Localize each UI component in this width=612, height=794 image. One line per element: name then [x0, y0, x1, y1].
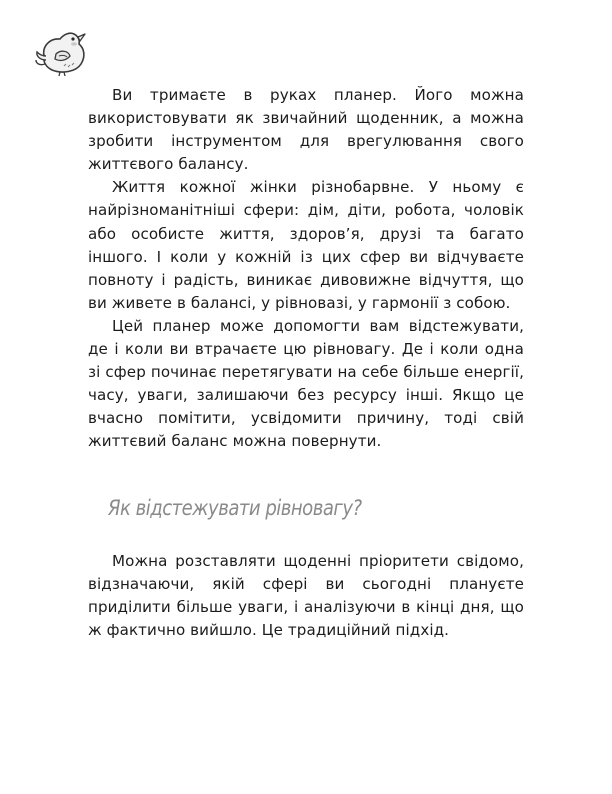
intro-paragraph-2: Життя кожної жінки різнобарвне. У ньому є найрізноманітніші сфери: дім, діти, робота, чоловік або особисте життя, здоров’я, друзі та багато іншого. І коли у кожній із цих сфер ви відчуваєте повноту і радість, виникає дивовижне відчуття, що ви живете в балансі, у рівновазі, у гармонії з собою. [88, 178, 524, 312]
bird-icon [34, 26, 96, 82]
section-heading: Як відстежувати рівновагу? [108, 495, 362, 520]
page-content [88, 84, 524, 642]
intro-paragraph-1: Ви тримаєте в руках планер. Його можна використовувати як звичайний щоденник, а можна зробити інструментом для врегулювання свого життєвого балансу. [88, 86, 524, 174]
section-paragraph: Можна розставляти щоденні пріоритети свідомо, відзначаючи, якій сфері ви сьогодні плануєте приділити більше уваги, і аналізуючи в кінці дня, що ж фактично вийшло. Це традиційний підхід. [88, 551, 524, 639]
intro-paragraph-3: Цей планер може допомогти вам відстежувати, де і коли ви втрачаєте цю рівновагу. Де і коли одна зі сфер починає перетягувати на себе більше енергії, часу, уваги, залишаючи без ресурсу інші. Якщо це вчасно помітити, усвідомити причину, тоді свій життєвий баланс можна повернути. [88, 316, 524, 451]
